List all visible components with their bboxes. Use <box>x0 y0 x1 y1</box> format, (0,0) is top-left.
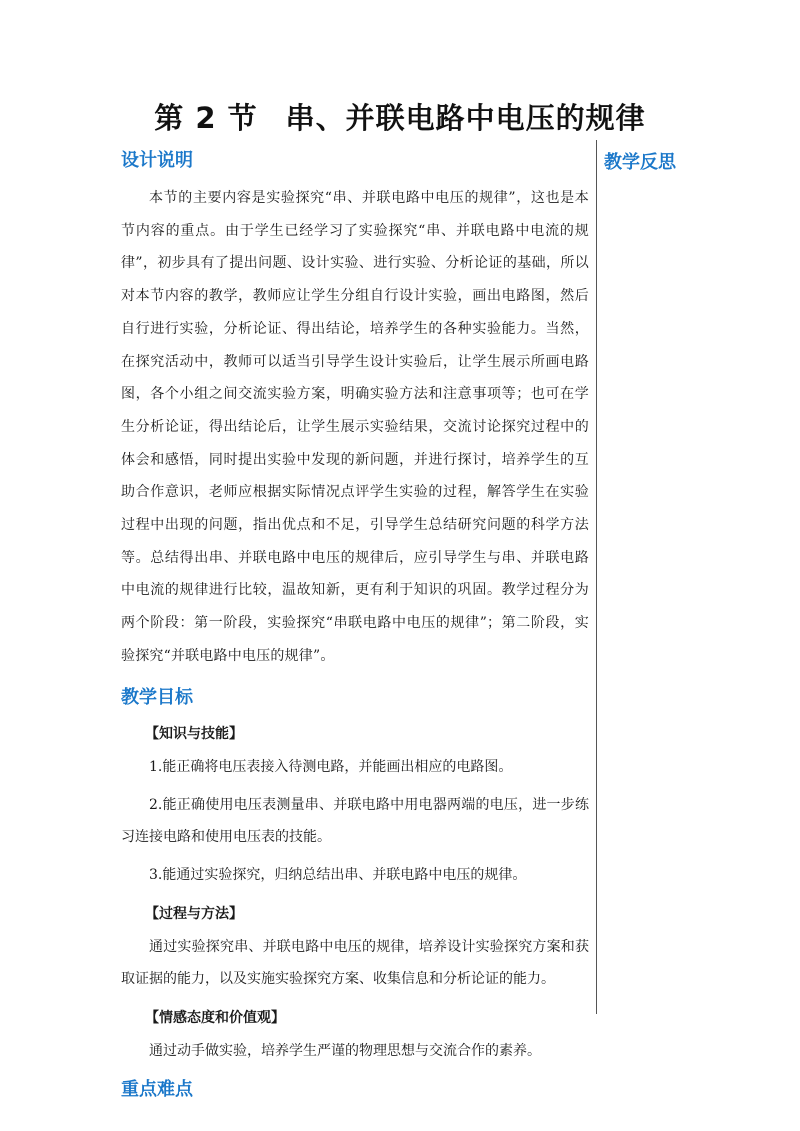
design-notes-heading: 设计说明 <box>121 150 193 171</box>
teaching-goals-heading: 教学目标 <box>121 686 193 708</box>
column-divider <box>596 140 597 1014</box>
knowledge-item-1: 1.能正确将电压表接入待测电路，并能画出相应的电路图。 <box>149 758 513 775</box>
knowledge-item-3: 3.能通过实验探究，归纳总结出串、并联电路中电压的规律。 <box>149 866 527 883</box>
section-topic: 串、并联电路中电压的规律 <box>285 101 646 135</box>
attitude-values-heading: 【情感态度和价值观】 <box>145 1009 285 1026</box>
knowledge-item-2: 2.能正确使用电压表测量串、并联电路中用电器两端的电压，进一步练习连接电路和使用电压表的技能。 <box>121 796 589 845</box>
attitude-values-body: 通过动手做实验，培养学生严谨的物理思想与交流合作的素养。 <box>149 1042 541 1059</box>
main-column <box>121 148 589 1103</box>
process-method-body: 通过实验探究串、并联电路中电压的规律，培养设计实验探究方案和获取证据的能力，以及实施实验探究方案、收集信息和分析论证的能力。 <box>121 938 589 987</box>
page-title <box>0 96 800 137</box>
key-points-heading: 重点难点 <box>121 1078 193 1100</box>
reflection-heading: 教学反思 <box>604 152 676 173</box>
design-notes-body: 本节的主要内容是实验探究“串、并联电路中电压的规律”，这也是本节内容的重点。由于学生已经学习了实验探究“串、并联电路中电流的规律”，初步具有了提出问题、设计实验、进行实验、分析论证的基础，所以对本节内容的教学，教师应让学生分组自行设计实验，画出电路图，然后自行进行实验，分析论证、得出结论，培养学生的各种实验能力。当然，在探究活动中，教师可以适当引导学生设计实验后，让学生展示所画电路图，各个小组之间交流实验方案，明确实验方法和注意事项等；也可在学生分析论证，得出结论后，让学生展示实验结果，交流讨论探究过程中的体会和感悟，同时提出实验中发现的新问题，并进行探讨，培养学生的互助合作意识，老师应根据实际情况点评学生实验的过程，解答学生在实验过程中出现的问题，指出优点和不足，引导学生总结研究问题的科学方法等。总结得出串、并联电路中电压的规律后，应引导学生与串、并联电路中电流的规律进行比较，温故知新，更有利于知识的巩固。教学过程分为两个阶段：第一阶段，实验探究“串联电路中电压的规律”；第二阶段，实验探究“并联电路中电压的规律”。 <box>121 190 589 664</box>
process-method-heading: 【过程与方法】 <box>145 905 243 922</box>
section-label: 第 2 节 <box>154 101 258 135</box>
knowledge-skills-heading: 【知识与技能】 <box>145 725 243 742</box>
